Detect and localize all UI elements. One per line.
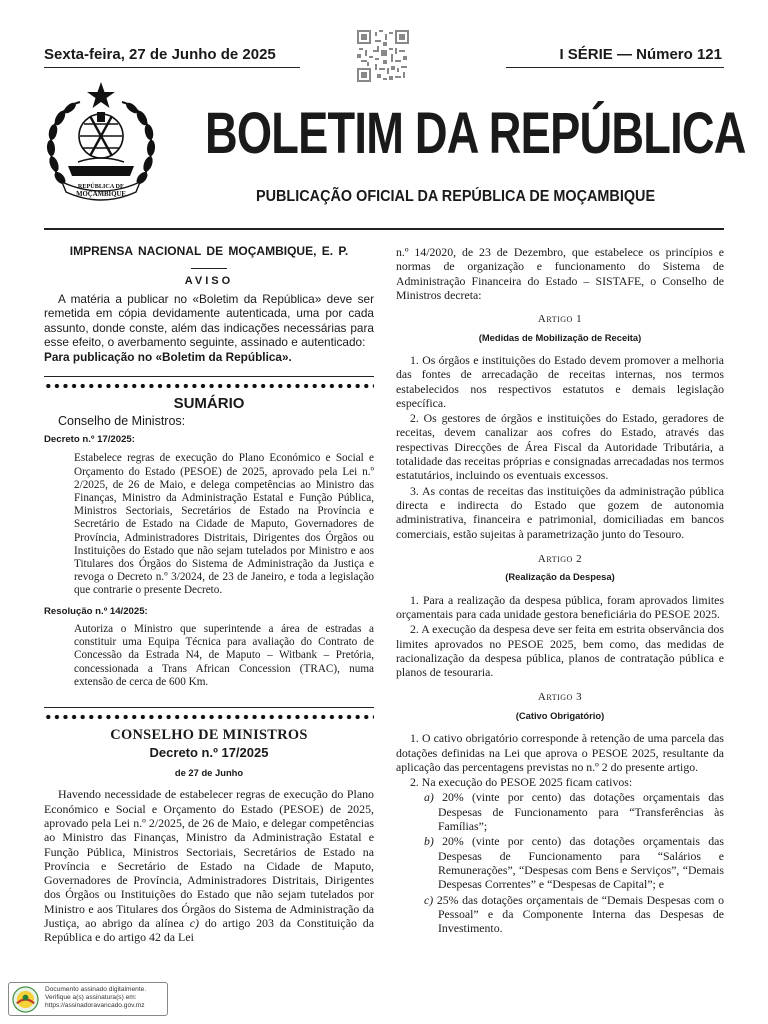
aviso-heading: AVISO: [184, 275, 234, 288]
aviso-text: A matéria a publicar no «Boletim da República» deve ser remetida em cópia devidamente autenticada, uma por cada assunto, donde conste, além das indicações necessárias para esse efeito, o averbamento seguinte, assinado e autenticado:: [44, 291, 374, 350]
header-rule-right: [506, 67, 724, 68]
dotted-divider: [44, 712, 374, 722]
list-item-text: 25% das dotações orçamentais de “Demais Despesas com o Pessoal” e da Componente Interna das Despesas de Investimento.: [436, 892, 724, 936]
sumario-item-text: Estabelece regras de execução do Plano Económico e Social e Orçamento do Estado (PESOE) de 2025, aprovado pela Lei n.º 2/2025, de 26 de Maio, e delega competências ao Ministro das Finanças, Ministro da Administração Estatal e Função Pública, Ministros Sectoriais, Secretários de Estado na Província e Secretário de Estado na Cidade de Maputo, Governadores de Província, Administradores Distritais, Dirigentes dos Órgãos ou Instituições do Estado que não sejam tutelados por Ministro e aos Titulares dos Órgãos do Sistema de Administração da Justiça e revoga o Decreto n.º 3/2024, de 23 de Janeiro, e toda a legislação que contrarie o presente Decreto.: [74, 452, 374, 597]
masthead-title: BOLETIM DA REPÚBLICA: [205, 101, 746, 166]
sumario-body-label: Conselho de Ministros:: [58, 413, 186, 428]
short-rule: [191, 268, 227, 269]
article-subtitle: (Medidas de Mobilização de Receita): [478, 331, 642, 343]
list-item-text: 20% (vinte por cento) das dotações orçamentais das Despesas de Funcionamento para “Transferências às Famílias”;: [438, 790, 724, 834]
article-paragraph: 1. O cativo obrigatório corresponde à retenção de uma parcela das dotações definidas na Lei que aprova o PESOE 2025, resultante da aplicação das percentagens previstas no n.º 2 do presente artigo.: [396, 731, 724, 774]
list-item: [396, 834, 724, 891]
right-column: [396, 245, 724, 935]
signature-badge-text: [45, 986, 146, 1010]
article-label: Artigo 3: [537, 691, 583, 704]
list-item: [396, 893, 724, 936]
article-subtitle: (Realização da Despesa): [505, 571, 615, 583]
divider-line: [44, 707, 374, 708]
article-paragraph: 1. Os órgãos e instituições do Estado devem promover a melhoria das fontes de arrecadação de receitas internas, nos termos estabelecidos nos respectivos estatutos e demais legislação específica.: [396, 353, 724, 410]
list-item-letter: c): [424, 892, 434, 907]
emblem-text-top: REPÚBLICA DE: [77, 183, 125, 190]
left-column: [44, 244, 374, 945]
preamble-continuation: n.º 14/2020, de 23 de Dezembro, que estabelece os princípios e normas de organização e funcionamento do Sistema de Administração Financeira do Estado – SISTAFE, o Conselho de Ministros decreta:: [396, 245, 724, 302]
emblem-text-bottom: MOÇAMBIQUE: [76, 191, 126, 198]
signature-link[interactable]: https://assinadoravancado.gov.mz: [45, 1002, 145, 1009]
sumario-item-label: Resolução n.º 14/2025:: [44, 605, 148, 617]
publication-date: Sexta-feira, 27 de Junho de 2025: [44, 46, 276, 63]
publisher-name: IMPRENSA NACIONAL DE MOÇAMBIQUE, E. P.: [69, 244, 349, 258]
list-item-letter: b): [424, 834, 434, 849]
article-paragraph: 2. Na execução do PESOE 2025 ficam cativos:: [410, 775, 633, 790]
masthead-rule: [44, 228, 724, 230]
article-paragraph: 2. A execução da despesa deve ser feita em estrita observância dos limites aprovados no PESOE 2025, bem como, das medidas de racionalização da despesa pública, planos de contratação pública e planos de tesouraria.: [396, 622, 724, 680]
section-heading: CONSELHO DE MINISTROS: [110, 727, 308, 744]
aviso-bold-line: Para publicação no «Boletim da República».: [44, 349, 292, 364]
preamble-italic: c): [189, 915, 199, 930]
article-paragraph: 3. As contas de receitas das instituições da administração pública directa e indirecta do Estado que gozem de autonomia administrativa, financeira e patrimonial, domiciliadas em bancos comerciais, estão sujeitas à parametrização junto do Tesouro.: [396, 483, 724, 541]
article-label: Artigo 1: [537, 313, 583, 326]
digital-signature-badge[interactable]: [8, 982, 168, 1016]
list-item-letter: a): [424, 790, 434, 805]
sumario-item-label: Decreto n.º 17/2025:: [44, 434, 135, 446]
signature-seal-icon: [12, 986, 39, 1013]
preamble-text-end: do artigo 203 da Constituição da República e do artigo 42 da Lei: [44, 915, 374, 945]
signature-line-1: Documento assinado digitalmente.: [45, 986, 147, 993]
masthead-subtitle: PUBLICAÇÃO OFICIAL DA REPÚBLICA DE MOÇAMBIQUE: [256, 188, 656, 205]
list-item: [396, 790, 724, 833]
sumario-heading: SUMÁRIO: [173, 395, 245, 413]
header-rule-left: [44, 67, 300, 68]
article-paragraph: 2. Os gestores de órgãos e instituições do Estado, geradores de receitas, devem canalizar aos cofres do Estado, através das respectivas Direcções de Área Fiscal da Autoridade Tributária, a totalidade das receitas próprias e consignadas arrecadadas nos termos estatutários, incluindo os eventuais excessos.: [396, 411, 724, 483]
article-paragraph: 1. Para a realização da despesa pública, foram aprovados limites orçamentais para cada unidade gestora beneficiária do PESOE 2025.: [396, 592, 724, 621]
series-number: I SÉRIE — Número 121: [559, 46, 722, 63]
list-item-text: 20% (vinte por cento) das dotações orçamentais das Despesas de Funcionamento para “Salários e Remunerações”, “Despesas com Bens e Serviços”, “Demais Despesas Correntes” e “Despesas de Capital”; e: [438, 834, 724, 892]
preamble-text: Havendo necessidade de estabelecer regras de execução do Plano Económico e Social e Orçamento do Estado (PESOE) de 2025, aprovado pela Lei n.º 2/2025, de 26 de Maio, e delegar competências ao Ministro das Finanças, Ministro da Administração Estatal e Função Pública, Ministros Sectoriais, Secretários de Estado na Província e Secretário de Estado na Cidade de Maputo, Governadores de Província, Administradores Distritais, Dirigentes dos Órgãos ou Instituições do Estado que não sejam tutelados por Ministro e aos Titulares dos Órgãos do Sistema de Administração da Justiça, ao abrigo da alínea: [44, 787, 374, 930]
signature-line-2: Verifique a(s) assinatura(s) em:: [45, 994, 137, 1001]
dotted-divider: [44, 381, 374, 391]
decree-preamble: [44, 787, 374, 944]
national-emblem-icon: [40, 78, 162, 210]
article-subtitle: (Cativo Obrigatório): [515, 709, 605, 721]
divider-line: [44, 376, 374, 377]
sumario-item-text: Autoriza o Ministro que superintende a área de estradas a constituir uma Equipa Técnica para avaliação do Contrato de Concessão da Estrada N4, de Maputo – Witbank – Pretória, concessionada a Trans African Concession (TRAC), numa extensão de cerca de 600 Km.: [74, 623, 374, 688]
decree-date: de 27 de Junho: [174, 766, 244, 778]
qr-code-icon: [357, 30, 409, 82]
decree-title: Decreto n.º 17/2025: [149, 744, 269, 760]
article-label: Artigo 2: [537, 552, 583, 565]
